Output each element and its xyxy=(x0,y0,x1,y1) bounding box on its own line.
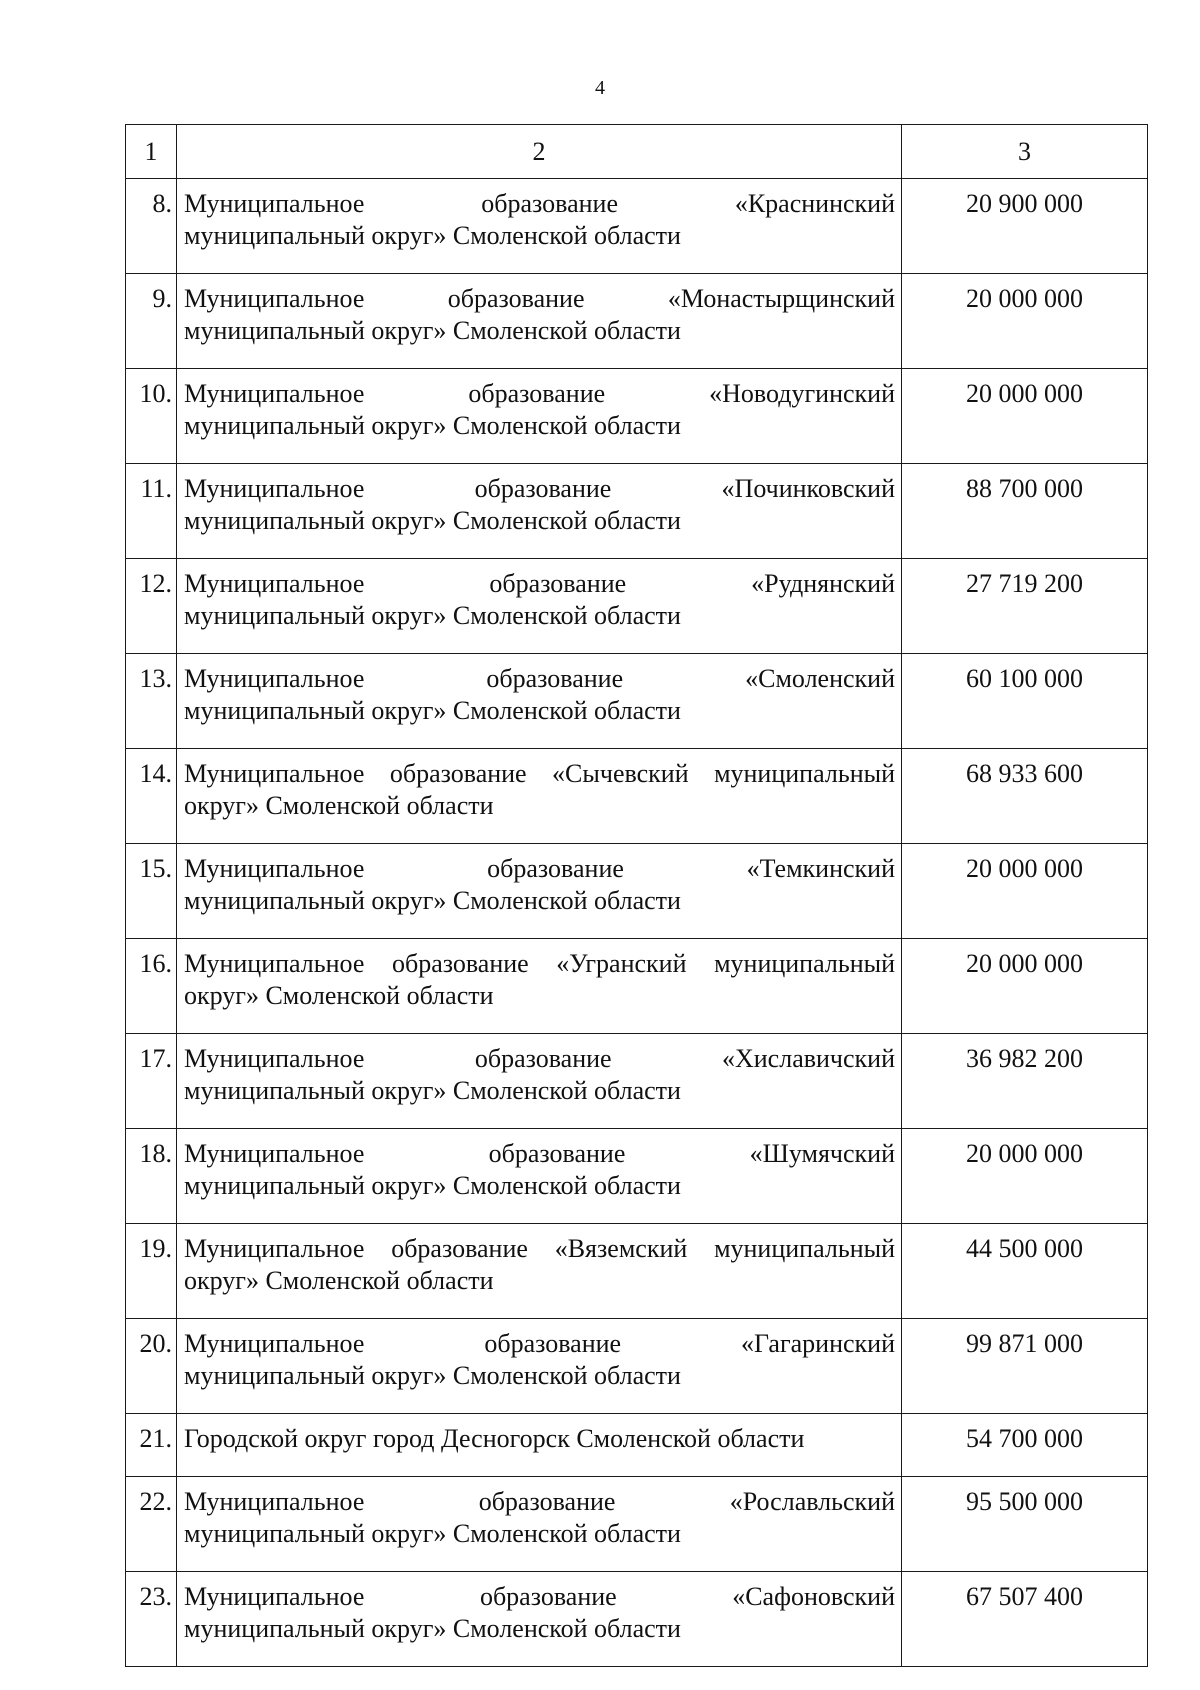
municipality-name-line-2: округ» Смоленской области xyxy=(184,1266,494,1295)
allocation-amount: 95 500 000 xyxy=(902,1477,1148,1572)
municipality-name-line-2: муниципальный округ» Смоленской области xyxy=(184,221,681,250)
municipality-name xyxy=(177,1477,902,1572)
municipality-name-line-1: Муниципальное образование «Смоленский xyxy=(184,664,895,693)
municipality-name-line-2: муниципальный округ» Смоленской области xyxy=(184,696,681,725)
row-number: 16. xyxy=(126,939,177,1034)
row-number: 14. xyxy=(126,749,177,844)
municipality-name xyxy=(177,179,902,274)
municipality-name-line-1: Муниципальное образование «Хиславичский xyxy=(184,1044,895,1073)
row-number: 22. xyxy=(126,1477,177,1572)
municipality-name-line-2: округ» Смоленской области xyxy=(184,791,494,820)
table-row xyxy=(126,1477,1148,1572)
municipality-name-line-2: муниципальный округ» Смоленской области xyxy=(184,601,681,630)
table-row xyxy=(126,1034,1148,1129)
municipality-name xyxy=(177,749,902,844)
municipality-name-line-2: муниципальный округ» Смоленской области xyxy=(184,1519,681,1548)
table-row xyxy=(126,369,1148,464)
page-number: 4 xyxy=(595,77,605,99)
allocation-amount: 20 900 000 xyxy=(902,179,1148,274)
allocation-amount: 88 700 000 xyxy=(902,464,1148,559)
municipality-name-line-1: Муниципальное образование «Руднянский xyxy=(184,569,895,598)
municipality-name-line-2: округ» Смоленской области xyxy=(184,981,494,1010)
allocation-amount: 20 000 000 xyxy=(902,274,1148,369)
municipality-name-line-1: Муниципальное образование «Монастырщинский xyxy=(184,284,895,313)
row-number: 18. xyxy=(126,1129,177,1224)
municipality-name-line-1: Муниципальное образование «Темкинский xyxy=(184,854,895,883)
row-number: 13. xyxy=(126,654,177,749)
municipality-name xyxy=(177,464,902,559)
table-row xyxy=(126,559,1148,654)
row-number: 17. xyxy=(126,1034,177,1129)
municipality-name-line-2: муниципальный округ» Смоленской области xyxy=(184,1076,681,1105)
row-number: 21. xyxy=(126,1414,177,1477)
table-header-row xyxy=(126,125,1148,179)
allocation-amount: 20 000 000 xyxy=(902,1129,1148,1224)
municipality-name xyxy=(177,844,902,939)
row-number: 11. xyxy=(126,464,177,559)
municipality-name-line-1: Городской округ город Десногорск Смоленской области xyxy=(184,1424,805,1453)
municipality-name-line-1: Муниципальное образование «Шумячский xyxy=(184,1139,895,1168)
table-row xyxy=(126,464,1148,559)
municipality-name xyxy=(177,1224,902,1319)
header-cell-number: 1 xyxy=(126,125,177,179)
row-number: 12. xyxy=(126,559,177,654)
allocation-amount: 20 000 000 xyxy=(902,369,1148,464)
allocation-amount: 36 982 200 xyxy=(902,1034,1148,1129)
municipality-name-line-2: муниципальный округ» Смоленской области xyxy=(184,316,681,345)
municipality-name xyxy=(177,939,902,1034)
municipality-name-line-1: Муниципальное образование «Сафоновский xyxy=(184,1582,895,1611)
municipality-name-line-1: Муниципальное образование «Сычевский муниципальный xyxy=(184,759,895,788)
header-cell-amount: 3 xyxy=(902,125,1148,179)
row-number: 23. xyxy=(126,1572,177,1667)
municipality-name xyxy=(177,559,902,654)
table-row xyxy=(126,274,1148,369)
allocation-amount: 60 100 000 xyxy=(902,654,1148,749)
allocation-amount: 67 507 400 xyxy=(902,1572,1148,1667)
allocation-amount: 44 500 000 xyxy=(902,1224,1148,1319)
municipality-name xyxy=(177,1129,902,1224)
table-row xyxy=(126,844,1148,939)
municipality-name xyxy=(177,274,902,369)
table-row xyxy=(126,1414,1148,1477)
municipality-name-line-1: Муниципальное образование «Гагаринский xyxy=(184,1329,895,1358)
municipality-name-line-2: муниципальный округ» Смоленской области xyxy=(184,1614,681,1643)
allocation-amount: 27 719 200 xyxy=(902,559,1148,654)
row-number: 10. xyxy=(126,369,177,464)
municipality-name xyxy=(177,654,902,749)
municipality-name-line-2: муниципальный округ» Смоленской области xyxy=(184,1171,681,1200)
allocation-amount: 99 871 000 xyxy=(902,1319,1148,1414)
table-body xyxy=(126,125,1148,1667)
table-row xyxy=(126,654,1148,749)
municipality-name-line-1: Муниципальное образование «Краснинский xyxy=(184,189,895,218)
table-row xyxy=(126,1129,1148,1224)
municipality-name-line-1: Муниципальное образование «Новодугинский xyxy=(184,379,895,408)
table-row xyxy=(126,939,1148,1034)
allocation-amount: 54 700 000 xyxy=(902,1414,1148,1477)
row-number: 8. xyxy=(126,179,177,274)
table-row xyxy=(126,1572,1148,1667)
header-cell-name: 2 xyxy=(177,125,902,179)
row-number: 15. xyxy=(126,844,177,939)
municipality-name-line-2: муниципальный округ» Смоленской области xyxy=(184,506,681,535)
municipality-name-line-1: Муниципальное образование «Вяземский муниципальный xyxy=(184,1234,895,1263)
allocation-amount: 20 000 000 xyxy=(902,844,1148,939)
municipality-name xyxy=(177,369,902,464)
table-row xyxy=(126,1224,1148,1319)
row-number: 19. xyxy=(126,1224,177,1319)
municipality-name-line-2: муниципальный округ» Смоленской области xyxy=(184,411,681,440)
municipality-name xyxy=(177,1414,902,1477)
municipality-name-line-1: Муниципальное образование «Рославльский xyxy=(184,1487,895,1516)
allocation-amount: 20 000 000 xyxy=(902,939,1148,1034)
allocation-amount: 68 933 600 xyxy=(902,749,1148,844)
municipality-name xyxy=(177,1319,902,1414)
municipality-name-line-2: муниципальный округ» Смоленской области xyxy=(184,886,681,915)
municipality-name xyxy=(177,1572,902,1667)
table-row xyxy=(126,1319,1148,1414)
municipality-name xyxy=(177,1034,902,1129)
table-row xyxy=(126,749,1148,844)
municipality-name-line-1: Муниципальное образование «Угранский муниципальный xyxy=(184,949,895,978)
municipality-name-line-1: Муниципальное образование «Починковский xyxy=(184,474,895,503)
municipality-name-line-2: муниципальный округ» Смоленской области xyxy=(184,1361,681,1390)
row-number: 9. xyxy=(126,274,177,369)
table-row xyxy=(126,179,1148,274)
allocation-table xyxy=(125,124,1148,1667)
row-number: 20. xyxy=(126,1319,177,1414)
